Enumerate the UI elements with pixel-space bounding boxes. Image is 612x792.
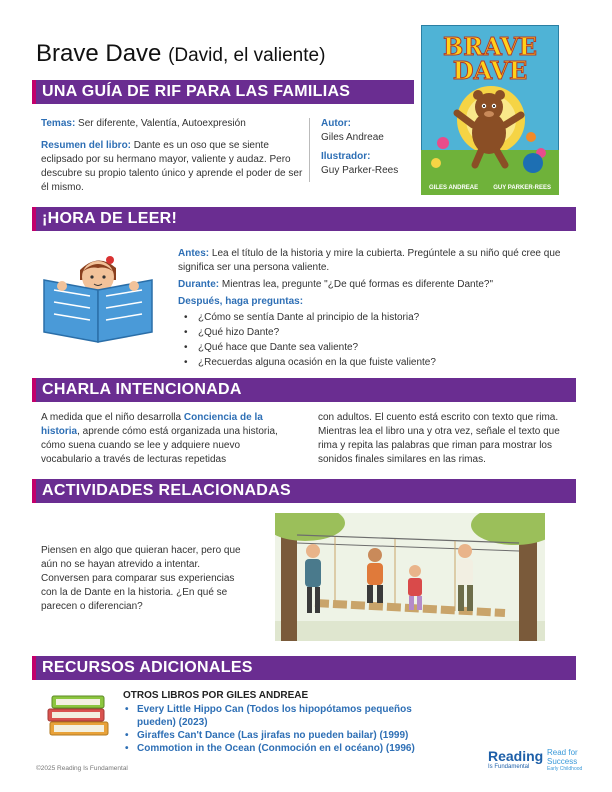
book-list-item: • Commotion in the Ocean (Conmoción en el océano) (1996) xyxy=(123,742,433,755)
summary-value: Dante es un oso que se siente eclipsado por su hermano mayor, valiente y audaz. Pero descubre su propio talento único y aprende el poder de ser él mismo. xyxy=(41,140,303,193)
section-header-resources xyxy=(32,656,576,680)
cover-illustrator: GUY PARKER-REES xyxy=(493,185,551,191)
section-header-talk xyxy=(32,378,576,402)
summary-text xyxy=(41,139,303,195)
resources-heading: RECURSOS ADICIONALES xyxy=(42,659,253,676)
talk-col2-text: con adultos. El cuento está escrito con texto que rima. Mientras lea el libro una y otra vez, señale el texto que rima y repita las palabras que riman para mostrar los sonidos finales similares en las rimas. xyxy=(318,412,560,465)
cover-author: GILES ANDREAE xyxy=(429,185,479,191)
read-heading: ¡HORA DE LEER! xyxy=(42,210,178,227)
book-list xyxy=(123,703,433,755)
rif-logo-fundamental: Is Fundamental xyxy=(488,764,530,770)
themes-value: Ser diferente, Valentía, Autoexpresión xyxy=(75,118,246,129)
rfs-line1: Read for xyxy=(547,748,578,757)
band-accent xyxy=(32,656,36,680)
title-sub: (David, el valiente) xyxy=(168,45,326,66)
child-reading-illustration xyxy=(40,250,160,345)
illustrator-block xyxy=(321,150,421,178)
before-text xyxy=(178,247,570,275)
band-accent xyxy=(32,207,36,231)
cover-title-line2: DAVE xyxy=(452,56,528,85)
section-header-guide xyxy=(32,80,414,104)
author-value: Giles Andreae xyxy=(321,132,384,143)
question-item: • ¿Recuerdas alguna ocasión en la que fuiste valiente? xyxy=(178,355,570,370)
question-item: • ¿Qué hizo Dante? xyxy=(178,325,570,340)
talk-col1-b: , aprende cómo está organizada una historia, cómo suena cuando se lee y adquiere nuevo vocabulario a través de lecturas repetidas xyxy=(41,426,278,465)
book-cover xyxy=(421,25,559,195)
rif-logo-reading: Reading xyxy=(488,748,544,764)
book-list-item: • Giraffes Can't Dance (Las jirafas no pueden bailar) (1999) xyxy=(123,729,433,742)
author-block xyxy=(321,117,421,145)
before-value: Lea el título de la historia y mire la cubierta. Pregúntele a su niño qué cree que significa ser una persona valiente. xyxy=(178,248,561,273)
copyright: ©2025 Reading Is Fundamental xyxy=(36,765,128,772)
resources-subheading: OTROS LIBROS POR GILES ANDREAE xyxy=(123,690,309,701)
talk-col1 xyxy=(41,411,281,467)
themes-text xyxy=(41,117,303,131)
section-header-activities xyxy=(32,479,576,503)
book-stack-icon xyxy=(44,694,114,744)
band-accent xyxy=(32,479,36,503)
read-for-success-logo xyxy=(547,748,597,773)
band-accent xyxy=(32,80,36,104)
question-item: • ¿Cómo se sentía Dante al principio de la historia? xyxy=(178,310,570,325)
talk-col1-a: A medida que el niño desarrolla xyxy=(41,412,184,423)
activities-heading: ACTIVIDADES RELACIONADAS xyxy=(42,482,291,499)
ropes-course-illustration xyxy=(275,513,545,641)
after-label: Después, haga preguntas: xyxy=(178,296,304,307)
during-value: Mientras lea, pregunte "¿De qué formas es diferente Dante?" xyxy=(219,279,494,290)
question-item: • ¿Qué hace que Dante sea valiente? xyxy=(178,340,570,355)
title-main: Brave Dave xyxy=(36,40,162,67)
page-title xyxy=(36,40,325,68)
during-text xyxy=(178,278,570,292)
before-label: Antes: xyxy=(178,248,210,259)
cover-title-line1: BRAVE xyxy=(442,32,538,61)
story-awareness-term: Conciencia de la historia xyxy=(41,412,263,437)
section-header-read xyxy=(32,207,576,231)
summary-label: Resumen del libro: xyxy=(41,140,132,151)
rfs-line2: Success xyxy=(547,757,578,766)
column-divider xyxy=(309,118,310,182)
guide-heading: UNA GUÍA DE RIF PARA LAS FAMILIAS xyxy=(42,83,351,100)
illustrator-label: Ilustrador: xyxy=(321,151,371,162)
talk-heading: CHARLA INTENCIONADA xyxy=(42,381,242,398)
book-list-item: • Every Little Hippo Can (Todos los hipopótamos pequeños pueden) (2023) xyxy=(123,703,433,729)
talk-col2 xyxy=(318,411,574,467)
activities-text: Piensen en algo que quieran hacer, pero que aún no se hayan atrevido a intentar. Conversen para comparar sus experiencias con la de Dante en la historia. ¿En qué se parecen o diferencian? xyxy=(41,545,241,612)
question-list xyxy=(178,310,570,370)
rif-logo xyxy=(488,749,544,775)
rfs-line3: Early Childhood xyxy=(547,766,583,772)
themes-label: Temas: xyxy=(41,118,76,129)
illustrator-value: Guy Parker-Rees xyxy=(321,165,399,176)
band-accent xyxy=(32,378,36,402)
author-label: Autor: xyxy=(321,118,351,129)
during-label: Durante: xyxy=(178,279,220,290)
